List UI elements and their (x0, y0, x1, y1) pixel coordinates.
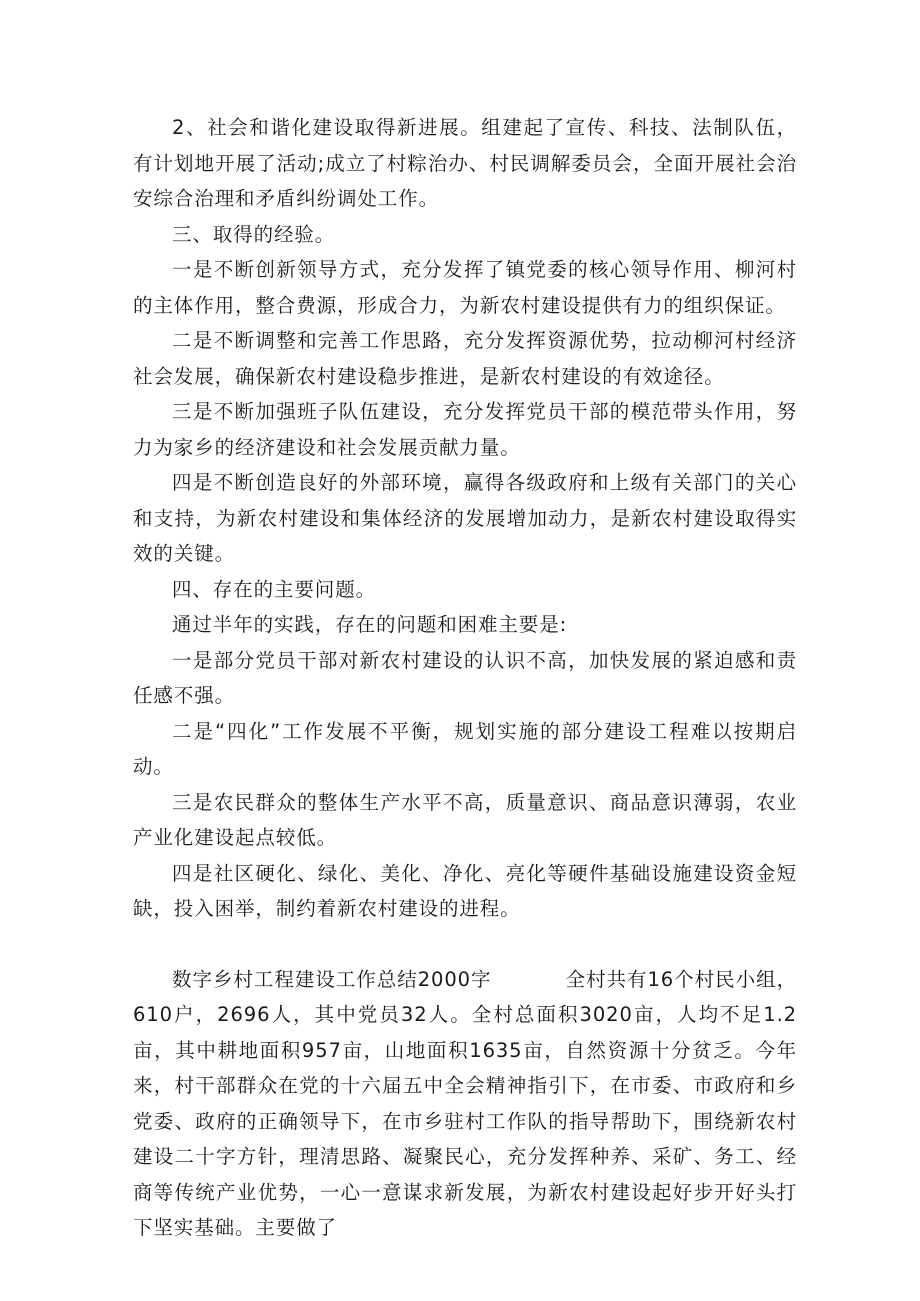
paragraph: 一是不断创新领导方式，充分发挥了镇党委的核心领导作用、柳河村的主体作用，整合费源，形成合力，为新农村建设提供有力的组织保证。 (133, 258, 797, 317)
paragraph: 三是不断加强班子队伍建设，充分发挥党员干部的模范带头作用，努力为家乡的经济建设和社会发展贡献力量。 (133, 400, 797, 459)
section-heading: 三、取得的经验。 (172, 222, 336, 246)
second-article (133, 962, 797, 1246)
paragraph: 三是农民群众的整体生产水平不高，质量意识、商品意识薄弱，农业产业化建设起点较低。 (133, 790, 797, 849)
section-gap (133, 927, 797, 962)
paragraph: 四是不断创造良好的外部环境，赢得各级政府和上级有关部门的关心和支持，为新农村建设和集体经济的发展增加动力，是新农村建设取得实效的关键。 (133, 471, 797, 565)
article-body: 全村共有16个村民小组，610户，2696人，其中党员32人。全村总面积3020亩，人均不足1.2亩，其中耕地面积957亩，山地面积1635亩，自然资源十分贫乏。今年来，村干部群众在党的十六届五中全会精神指引下，在市委、市政府和乡党委、政府的正确领导下，在市乡驻村工作队的指导帮助下，围绕新农村建设二十字方针，理清思路、凝聚民心，充分发挥种养、采矿、务工、经商等传统产业优势，一心一意谋求新发展，为新农村建设起好步开好头打下坚实基础。主要做了 (133, 967, 797, 1239)
paragraph: 一是部分党员干部对新农村建设的认识不高，加快发展的紧迫感和责任感不强。 (133, 648, 797, 707)
paragraph: 2、社会和谐化建设取得新进展。组建起了宣传、科技、法制队伍，有计划地开展了活动;成立了村粽治办、村民调解委员会，全面开展社会治安综合治理和矛盾纠纷调处工作。 (133, 116, 797, 210)
section-heading: 四、存在的主要问题。 (172, 577, 377, 601)
article-title: 数字乡村工程建设工作总结2000字 (172, 967, 492, 991)
paragraph: 二是“四化”工作发展不平衡，规划实施的部分建设工程难以按期启动。 (133, 719, 797, 778)
paragraph: 四是社区硬化、绿化、美化、净化、亮化等硬件基础设施建设资金短缺，投入困举，制约着新农村建设的进程。 (133, 861, 797, 920)
document-body (133, 110, 797, 1246)
paragraph: 通过半年的实践，存在的问题和困难主要是: (172, 613, 568, 636)
paragraph: 二是不断调整和完善工作思路，充分发挥资源优势，拉动柳河村经济社会发展，确保新农村建设稳步推进，是新农村建设的有效途径。 (133, 329, 797, 388)
